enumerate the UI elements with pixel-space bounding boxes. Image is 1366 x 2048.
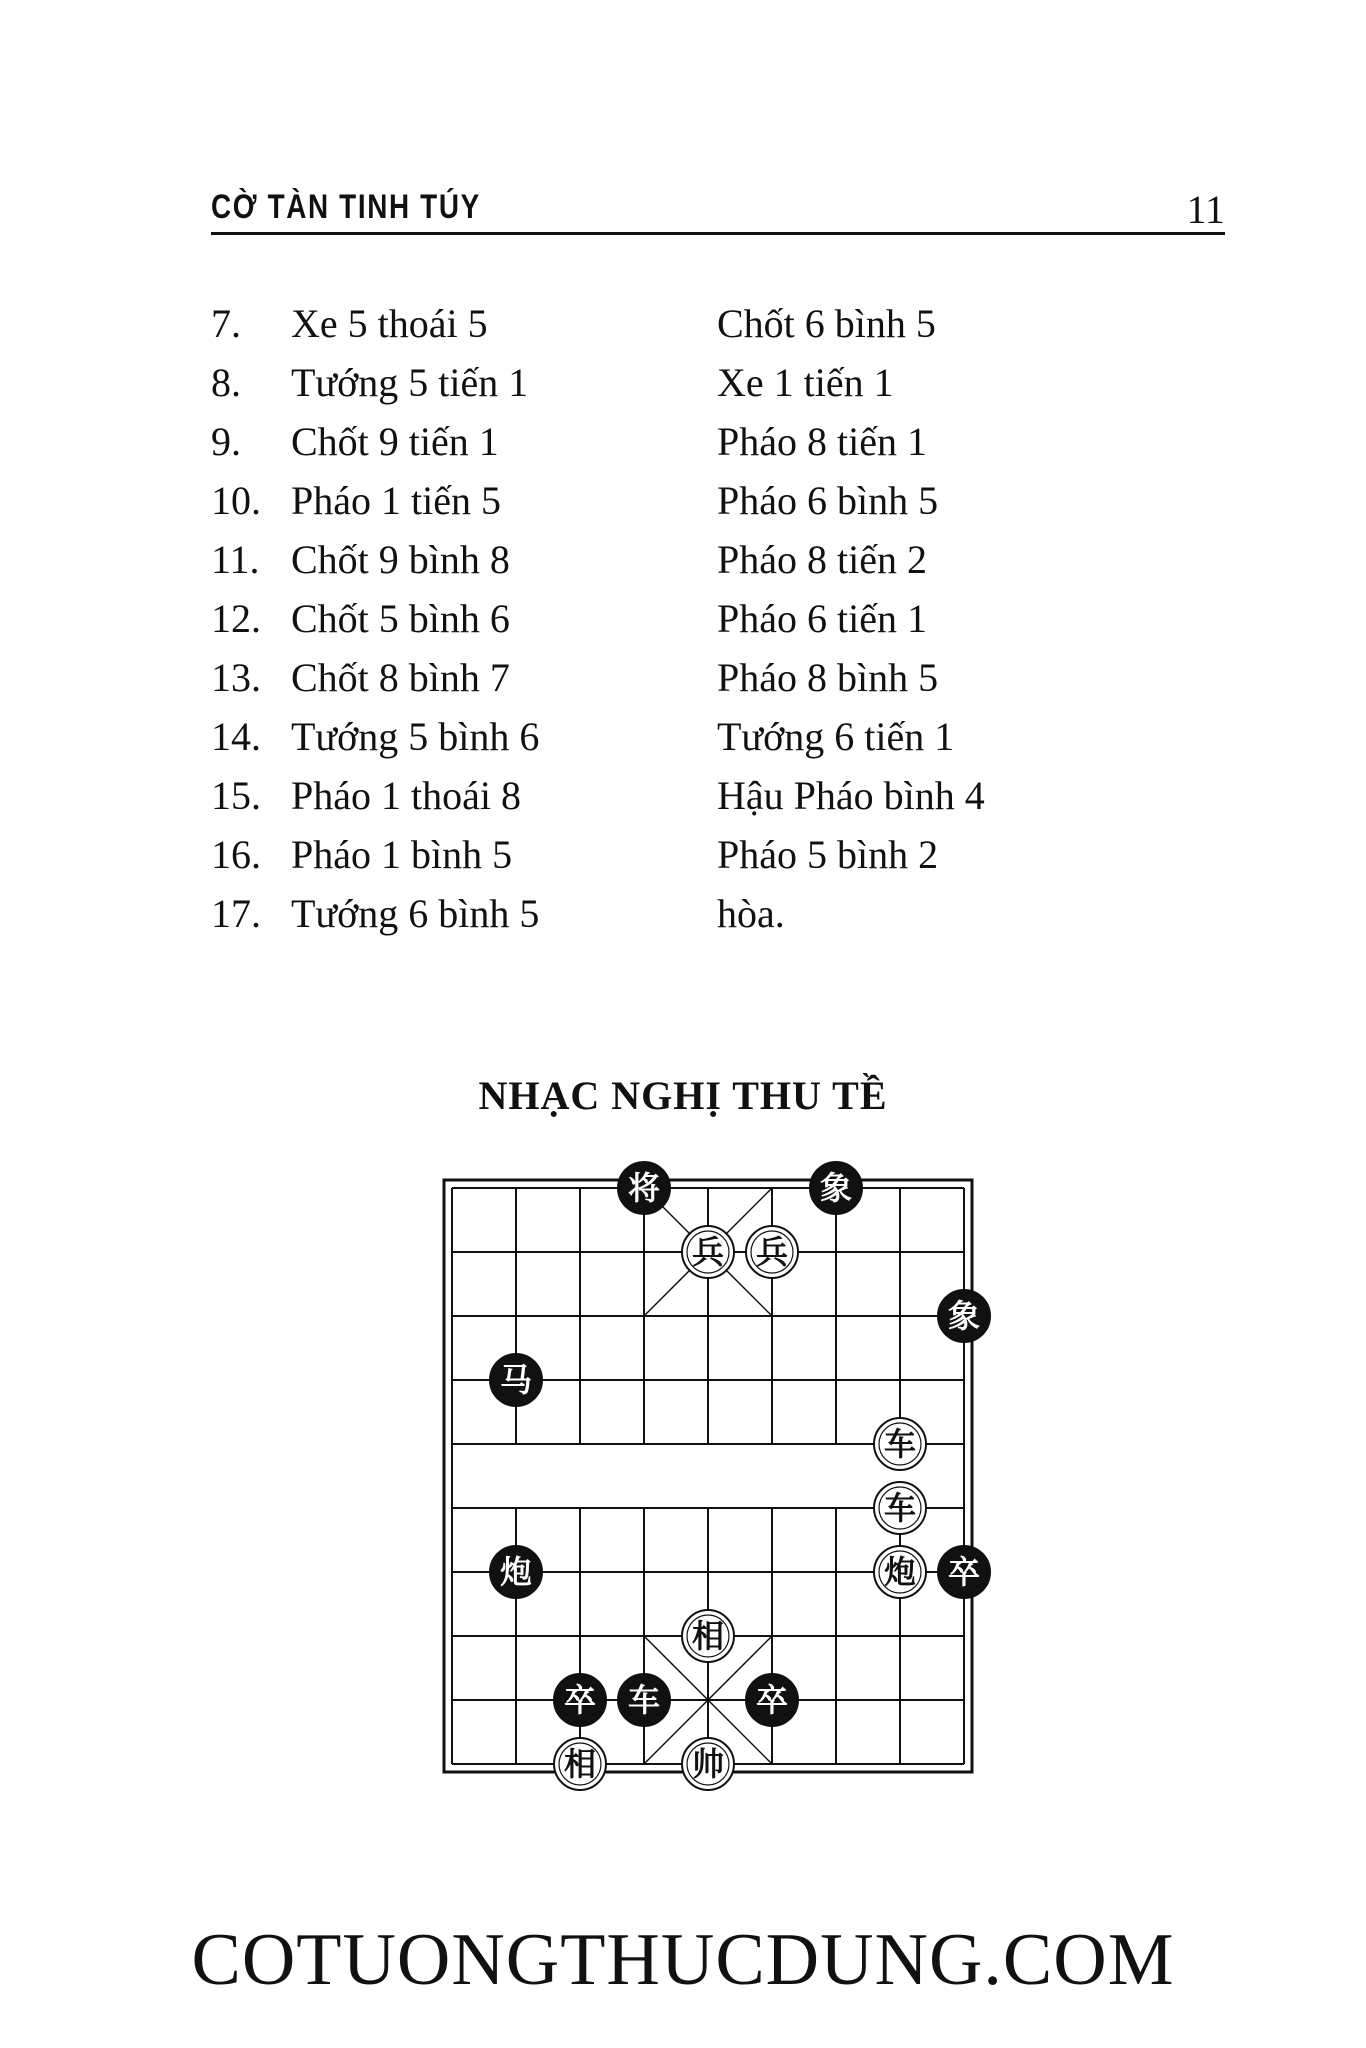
black-piece	[618, 1674, 670, 1726]
black-piece	[746, 1674, 798, 1726]
move-number: 16.	[211, 832, 261, 877]
running-header	[211, 188, 1225, 235]
red-move: Tướng 5 tiến 1	[291, 360, 529, 405]
black-piece	[490, 1546, 542, 1598]
red-move: Chốt 9 tiến 1	[291, 419, 499, 464]
move-number: 17.	[211, 891, 261, 936]
move-row	[211, 418, 1111, 477]
move-number: 7.	[211, 301, 241, 346]
piece-char: 将	[627, 1169, 661, 1207]
black-move: Pháo 6 bình 5	[717, 478, 939, 523]
black-move: Chốt 6 bình 5	[717, 301, 936, 346]
red-piece	[874, 1418, 926, 1470]
black-move: Pháo 8 tiến 2	[717, 537, 927, 582]
piece-char: 车	[883, 1425, 917, 1463]
move-number: 8.	[211, 360, 241, 405]
site-footer: COTUONGTHUCDUNG.COM	[191, 1919, 1175, 2001]
move-row	[211, 831, 1111, 890]
black-move: Pháo 6 tiến 1	[717, 596, 927, 641]
move-number: 13.	[211, 655, 261, 700]
black-move: Pháo 5 bình 2	[717, 832, 939, 877]
move-number: 11.	[211, 537, 260, 582]
red-move: Chốt 8 bình 7	[291, 655, 510, 700]
move-row	[211, 772, 1111, 831]
piece-char: 帅	[691, 1745, 725, 1783]
red-piece	[746, 1226, 798, 1278]
black-move: Tướng 6 tiến 1	[717, 714, 955, 759]
page-number: 11	[1186, 187, 1225, 232]
red-move: Chốt 5 bình 6	[291, 596, 510, 641]
move-row	[211, 359, 1111, 418]
move-number: 12.	[211, 596, 261, 641]
move-row	[211, 300, 1111, 359]
piece-char: 象	[947, 1297, 981, 1335]
red-piece	[682, 1610, 734, 1662]
red-move: Pháo 1 thoái 8	[291, 773, 521, 818]
piece-char: 象	[819, 1169, 853, 1207]
red-piece	[874, 1546, 926, 1598]
red-piece	[682, 1738, 734, 1790]
piece-char: 相	[691, 1617, 725, 1655]
piece-char: 炮	[499, 1553, 533, 1591]
red-move: Pháo 1 tiến 5	[291, 478, 501, 523]
black-piece	[938, 1546, 990, 1598]
red-move: Xe 5 thoái 5	[291, 301, 488, 346]
move-list	[211, 300, 1111, 949]
black-move: Xe 1 tiến 1	[717, 360, 894, 405]
move-row	[211, 536, 1111, 595]
move-row	[211, 654, 1111, 713]
move-row	[211, 713, 1111, 772]
red-piece	[554, 1738, 606, 1790]
book-title: CỜ TÀN TINH TÚY	[211, 188, 481, 226]
diagram-title: NHẠC NGHỊ THU TỀ	[478, 1073, 888, 1118]
black-move: Pháo 8 bình 5	[717, 655, 939, 700]
board-pieces	[490, 1162, 990, 1790]
black-piece	[938, 1290, 990, 1342]
black-piece	[618, 1162, 670, 1214]
piece-char: 马	[499, 1361, 533, 1399]
black-piece	[810, 1162, 862, 1214]
black-piece	[490, 1354, 542, 1406]
move-number: 15.	[211, 773, 261, 818]
piece-char: 卒	[755, 1681, 789, 1719]
piece-char: 兵	[755, 1233, 789, 1271]
black-move: Pháo 8 tiến 1	[717, 419, 927, 464]
move-row	[211, 890, 1111, 949]
red-move: Tướng 6 bình 5	[291, 891, 540, 936]
piece-char: 相	[563, 1745, 597, 1783]
move-number: 10.	[211, 478, 261, 523]
piece-char: 卒	[947, 1553, 981, 1591]
red-move: Pháo 1 bình 5	[291, 832, 513, 877]
black-move: hòa.	[717, 891, 785, 936]
piece-char: 车	[627, 1681, 661, 1719]
move-number: 14.	[211, 714, 261, 759]
red-move: Tướng 5 bình 6	[291, 714, 540, 759]
piece-char: 卒	[563, 1681, 597, 1719]
piece-char: 炮	[883, 1553, 917, 1591]
piece-char: 车	[883, 1489, 917, 1527]
move-number: 9.	[211, 419, 241, 464]
red-piece	[682, 1226, 734, 1278]
black-piece	[554, 1674, 606, 1726]
red-move: Chốt 9 bình 8	[291, 537, 510, 582]
move-row	[211, 477, 1111, 536]
red-piece	[874, 1482, 926, 1534]
black-move: Hậu Pháo bình 4	[717, 773, 985, 818]
move-row	[211, 595, 1111, 654]
xiangqi-board	[400, 1150, 1020, 1820]
piece-char: 兵	[691, 1233, 725, 1271]
